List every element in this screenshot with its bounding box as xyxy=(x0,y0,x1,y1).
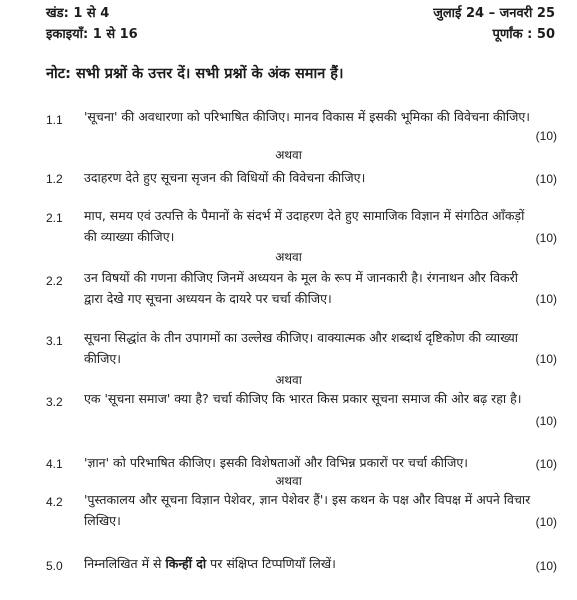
question-number: 5.0 xyxy=(46,559,63,573)
question-number: 1.2 xyxy=(46,172,63,186)
question-text: 'सूचना' की अवधारणा को परिभाषित कीजिए। मानव विकास में इसकी भूमिका की विवेचना कीजिए। xyxy=(84,109,531,124)
or-divider: अथवा xyxy=(275,250,302,264)
question-marks: (10) xyxy=(535,129,557,143)
or-divider: अथवा xyxy=(275,373,302,387)
question-number: 4.1 xyxy=(46,457,63,471)
full-marks-label: पूर्णांक : 50 xyxy=(492,27,555,42)
question-number: 4.2 xyxy=(46,495,63,509)
q5-text-after: पर संक्षिप्त टिप्पणियाँ लिखें। xyxy=(206,556,336,571)
question-text: माप, समय एवं उत्पत्ति के पैमानों के संदर्भ में उदाहरण देते हुए सामाजिक विज्ञान में संगठित आँकड़ों की व्याख्या कीजिए। xyxy=(84,208,525,244)
q5-text-before: निम्नलिखित में से xyxy=(84,556,166,571)
question-number: 1.1 xyxy=(46,113,63,127)
question-marks: (10) xyxy=(535,414,557,428)
question-number: 2.2 xyxy=(46,274,63,288)
question-text: उदाहरण देते हुए सूचना सृजन की विधियों की विवेचना कीजिए। xyxy=(84,170,366,185)
q5-text-emphasis: किन्हीं दो xyxy=(165,556,207,571)
question-text: उन विषयों की गणना कीजिए जिनमें अध्ययन के मूल के रूप में जानकारी है। रंगनाथन और विकरी द्वारा देखे गए सूचना अध्ययन के दायरे पर चर्चा कीजिए। xyxy=(84,270,518,306)
question-text xyxy=(84,553,532,574)
question-number: 3.2 xyxy=(46,395,63,409)
question-marks: (10) xyxy=(535,352,557,366)
question-marks: (10) xyxy=(535,231,557,245)
question-marks: (10) xyxy=(535,559,557,573)
question-text: 'ज्ञान' को परिभाषित कीजिए। इसकी विशेषताओं और विभिन्न प्रकारों पर चर्चा कीजिए। xyxy=(84,455,469,470)
question-number: 3.1 xyxy=(46,334,63,348)
header-right xyxy=(433,3,555,45)
question-marks: (10) xyxy=(535,515,557,529)
session-label: जुलाई 24 – जनवरी 25 xyxy=(433,6,555,21)
unit-range: इकाइयाँ: 1 से 16 xyxy=(46,27,138,42)
question-marks: (10) xyxy=(535,292,557,306)
header-left xyxy=(46,3,138,45)
instructions-note: नोट: सभी प्रश्नों के उत्तर दें। सभी प्रश्नों के अंक समान हैं। xyxy=(46,66,344,82)
question-text: 'पुस्तकालय और सूचना विज्ञान पेशेवर, ज्ञान पेशेवर हैं'। इस कथन के पक्ष और विपक्ष में अपने विचार लिखिए। xyxy=(84,492,531,528)
or-divider: अथवा xyxy=(275,148,302,162)
question-text: एक 'सूचना समाज' क्या है? चर्चा कीजिए कि भारत किस प्रकार सूचना समाज की ओर बढ़ रहा है। xyxy=(84,391,522,406)
question-number: 2.1 xyxy=(46,211,63,225)
block-range: खंड: 1 से 4 xyxy=(46,6,110,21)
question-marks: (10) xyxy=(535,172,557,186)
or-divider: अथवा xyxy=(275,474,302,488)
question-marks: (10) xyxy=(535,457,557,471)
question-text: सूचना सिद्धांत के तीन उपागमों का उल्लेख कीजिए। वाक्यात्मक और शब्दार्थ दृष्टिकोण की व्याख्या कीजिए। xyxy=(84,330,518,366)
